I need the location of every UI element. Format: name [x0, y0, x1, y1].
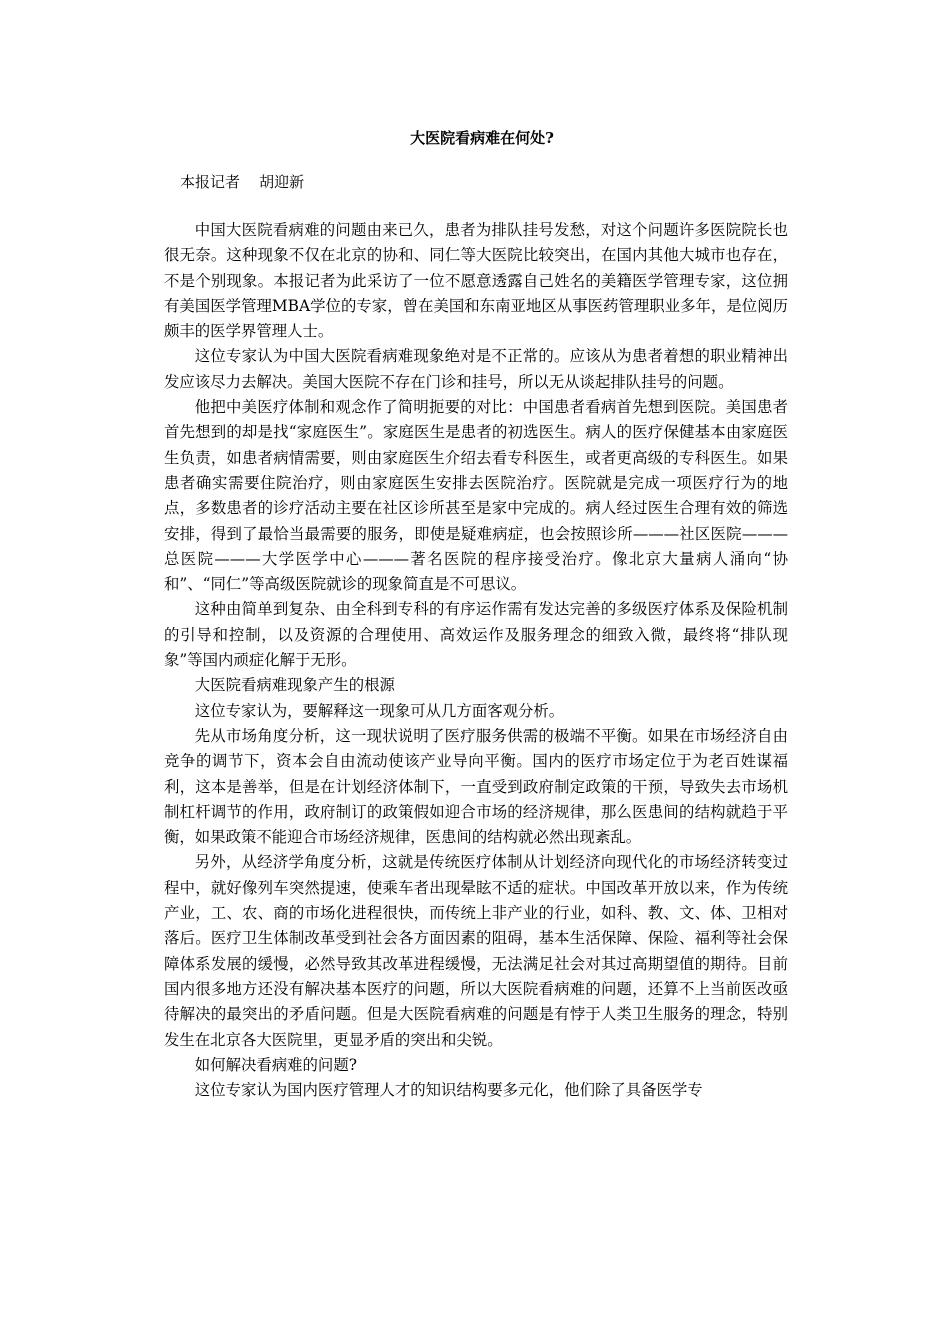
document-page [164, 118, 788, 1103]
section-heading-solution: 如何解决看病难的问题? [194, 1055, 357, 1074]
article-title: 大医院看病难在何处? [410, 129, 554, 147]
paragraph-analysis-intro: 这位专家认为，要解释这一现象可从几方面客观分析。 [194, 701, 565, 720]
paragraph-comparison: 他把中美医疗体制和观念作了简明扼要的对比：中国患者看病首先想到医院。美国患者首先想到的却是找“家庭医生”。家庭医生是患者的初选医生。病人的医疗保健基本由家庭医生负责，如患者病情需要，则由家庭医生介绍去看专科医生，或者更高级的专科医生。如果患者确实需要住院治疗，则由家庭医生安排去医院治疗。医院就是完成一项医疗行为的地点，多数患者的诊疗活动主要在社区诊所甚至是家中完成的。病人经过医生合理有效的筛选安排，得到了最恰当最需要的服务，即使是疑难病症，也会按照诊所———社区医院———总医院———大学医学中心———著名医院的程序接受治疗。像北京大量病人涌向“协和”、“同仁”等高级医院就诊的现象简直是不可思议。 [164, 398, 788, 594]
article-byline: 本报记者 胡迎新 [180, 173, 305, 191]
paragraph-economic-analysis: 另外，从经济学角度分析，这就是传统医疗体制从计划经济向现代化的市场经济转变过程中，就好像列车突然提速，使乘车者出现晕眩不适的症状。中国改革开放以来，作为传统产业，工、农、商的市场化进程很快，而传统上非产业的行业，如科、教、文、体、卫相对落后。医疗卫生体制改革受到社会各方面因素的阻碍，基本生活保障、保险、福利等社会保障体系发展的缓慢，必然导致其改革进程缓慢，无法满足社会对其过高期望值的期待。目前国内很多地方还没有解决基本医疗的问题，所以大医院看病难的问题，还算不上当前医改亟待解决的最突出的矛盾问题。但是大医院看病难的问题是有悖于人类卫生服务的理念，特别发生在北京各大医院里，更显矛盾的突出和尖锐。 [164, 853, 788, 1049]
paragraph-system: 这种由简单到复杂、由全科到专科的有序运作需有发达完善的多级医疗体系及保险机制的引导和控制，以及资源的合理使用、高效运作及服务理念的细致入微，最终将“排队现象”等国内顽症化解于无形。 [164, 600, 788, 670]
paragraph-intro: 中国大医院看病难的问题由来已久，患者为排队挂号发愁，对这个问题许多医院院长也很无奈。这种现象不仅在北京的协和、同仁等大医院比较突出，在国内其他大城市也存在，不是个别现象。本报记者为此采访了一位不愿意透露自己姓名的美籍医学管理专家，这位拥有美国医学管理MBA学位的专家，曾在美国和东南亚地区从事医药管理职业多年，是位阅历颇丰的医学界管理人士。 [164, 221, 788, 341]
article-body [164, 218, 788, 1103]
paragraph-expert-view: 这位专家认为中国大医院看病难现象绝对是不正常的。应该从为患者着想的职业精神出发应该尽力去解决。美国大医院不存在门诊和挂号，所以无从谈起排队挂号的问题。 [164, 347, 788, 391]
paragraph-solution-start: 这位专家认为国内医疗管理人才的知识结构要多元化，他们除了具备医学专 [194, 1081, 703, 1100]
section-heading-root-cause: 大医院看病难现象产生的根源 [194, 676, 395, 695]
paragraph-market-analysis: 先从市场角度分析，这一现状说明了医疗服务供需的极端不平衡。如果在市场经济自由竞争的调节下，资本会自由流动使该产业导向平衡。国内的医疗市场定位于为老百姓谋福利，这本是善举，但是在计划经济体制下，一直受到政府制定政策的干预，导致失去市场机制杠杆调节的作用，政府制订的政策假如迎合市场的经济规律，那么医患间的结构就趋于平衡，如果政策不能迎合市场经济规律，医患间的结构就必然出现紊乱。 [164, 726, 788, 847]
